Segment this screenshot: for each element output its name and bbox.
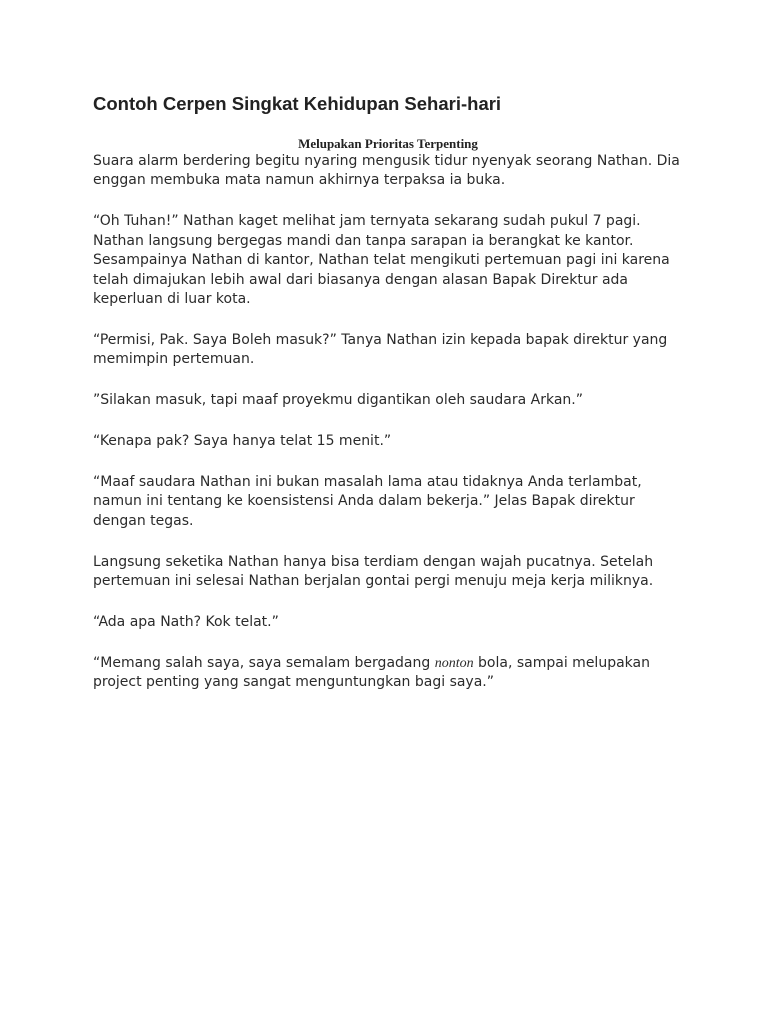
story-title: Melupakan Prioritas Terpenting — [298, 136, 478, 151]
paragraph: Langsung seketika Nathan hanya bisa terdiam dengan wajah pucatnya. Setelah pertemuan ini selesai Nathan berjalan gontai pergi menuju meja kerja miliknya. — [93, 553, 654, 590]
paragraph: “Oh Tuhan!” Nathan kaget melihat jam ternyata sekarang sudah pukul 7 pagi. Nathan langsung bergegas mandi dan tanpa sarapan ia berangkat ke kantor. Sesampainya Nathan di kantor, Nathan telat mengikuti pertemuan pagi ini karena telah dimajukan lebih awal dari biasanya dengan alasan Bapak Direktur ada keperluan di luar kota. — [93, 213, 670, 307]
paragraph-text-after: bola, sampai melupakan project penting yang sangat menguntungkan bagi saya.” — [93, 654, 650, 691]
paragraph-last — [93, 654, 683, 693]
paragraph: “Permisi, Pak. Saya Boleh masuk?” Tanya Nathan izin kepada bapak direktur yang memimpin pertemuan. — [93, 331, 668, 368]
paragraph-emphasis: nonton — [434, 655, 474, 671]
paragraph: ”Silakan masuk, tapi maaf proyekmu digantikan oleh saudara Arkan.” — [93, 392, 583, 409]
paragraph: “Ada apa Nath? Kok telat.” — [93, 614, 279, 630]
document-page — [93, 92, 683, 714]
paragraph: “Kenapa pak? Saya hanya telat 15 menit.” — [93, 433, 392, 450]
paragraph-text-before: “Memang salah saya, saya semalam bergadang — [93, 654, 435, 671]
paragraph: “Maaf saudara Nathan ini bukan masalah lama atau tidaknya Anda terlambat, namun ini tentang ke koensistensi Anda dalam bekerja.” Jelas Bapak direktur dengan tegas. — [93, 473, 642, 529]
document-heading: Contoh Cerpen Singkat Kehidupan Sehari-hari — [93, 93, 502, 114]
paragraph: Suara alarm berdering begitu nyaring mengusik tidur nyenyak seorang Nathan. Dia enggan membuka mata namun akhirnya terpaksa ia buka. — [93, 153, 680, 189]
